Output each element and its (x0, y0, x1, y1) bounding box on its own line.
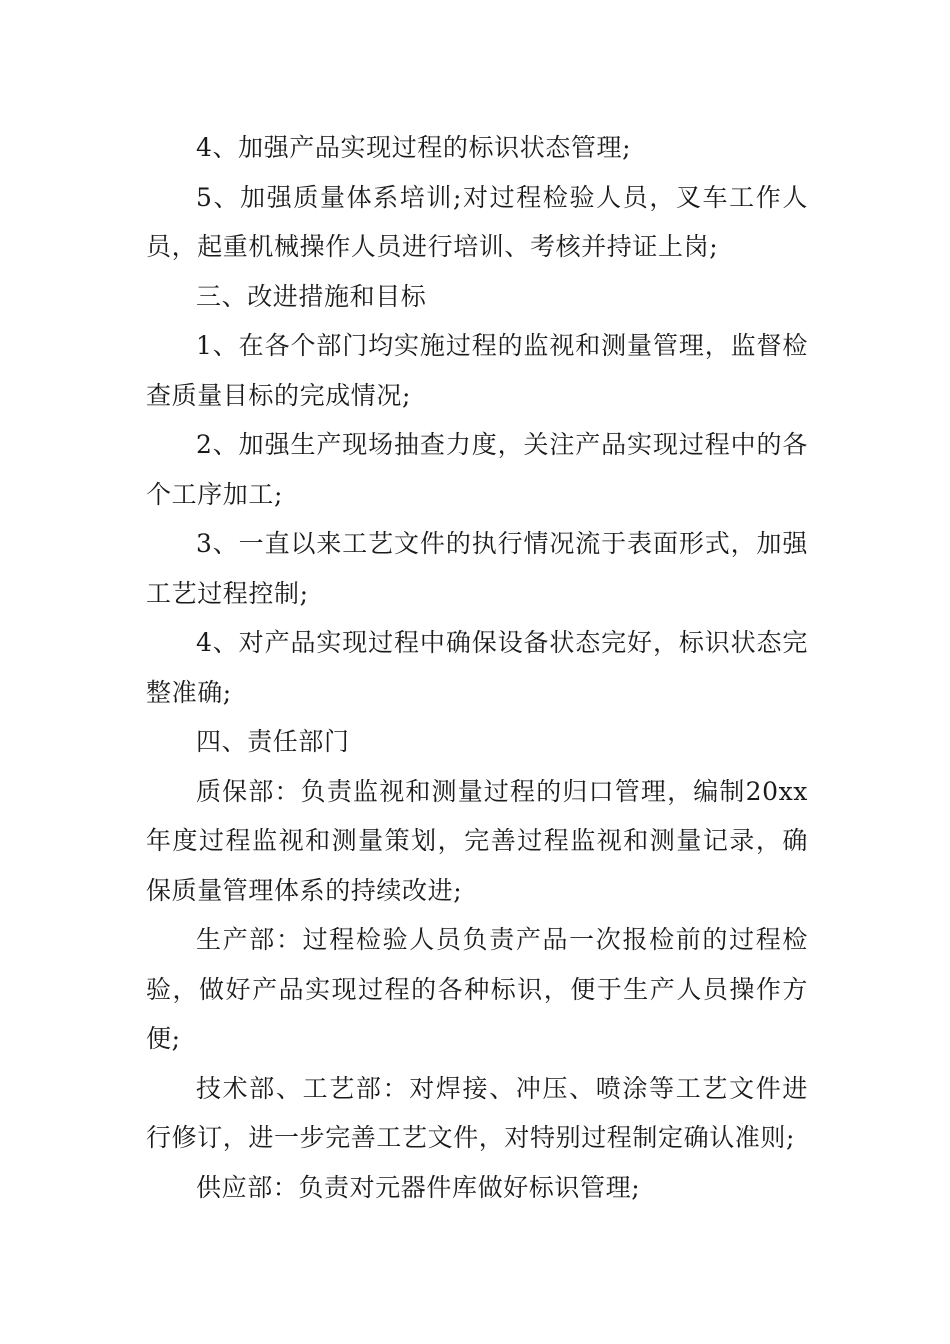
department-production: 生产部：过程检验人员负责产品一次报检前的过程检验，做好产品实现过程的各种标识，便于生产人员操作方便; (146, 925, 808, 1053)
list-item-process-monitoring: 1、在各个部门均实施过程的监视和测量管理，监督检查质量目标的完成情况; (146, 331, 808, 410)
list-item-equipment-status: 4、对产品实现过程中确保设备状态完好，标识状态完整准确; (146, 628, 808, 707)
list-item-spot-checks: 2、加强生产现场抽查力度，关注产品实现过程中的各个工序加工; (146, 430, 808, 509)
department-technology-process: 技术部、工艺部：对焊接、冲压、喷涂等工艺文件进行修订，进一步完善工艺文件，对特别过程制定确认准则; (146, 1073, 808, 1152)
document-body (146, 123, 808, 1212)
section-heading-improvement-measures: 三、改进措施和目标 (196, 281, 427, 311)
section-heading-responsible-departments: 四、责任部门 (196, 727, 350, 756)
list-item-process-control: 3、一直以来工艺文件的执行情况流于表面形式，加强工艺过程控制; (146, 529, 808, 608)
list-item-identification-management: 4、加强产品实现过程的标识状态管理; (196, 133, 632, 162)
department-quality-assurance: 质保部：负责监视和测量过程的归口管理，编制20xx年度过程监视和测量策划，完善过程监视和测量记录，确保质量管理体系的持续改进; (146, 776, 808, 905)
list-item-quality-training: 5、加强质量体系培训;对过程检验人员，叉车工作人员，起重机械操作人员进行培训、考核并持证上岗; (146, 182, 808, 261)
department-supply: 供应部：负责对元器件库做好标识管理; (196, 1172, 641, 1202)
